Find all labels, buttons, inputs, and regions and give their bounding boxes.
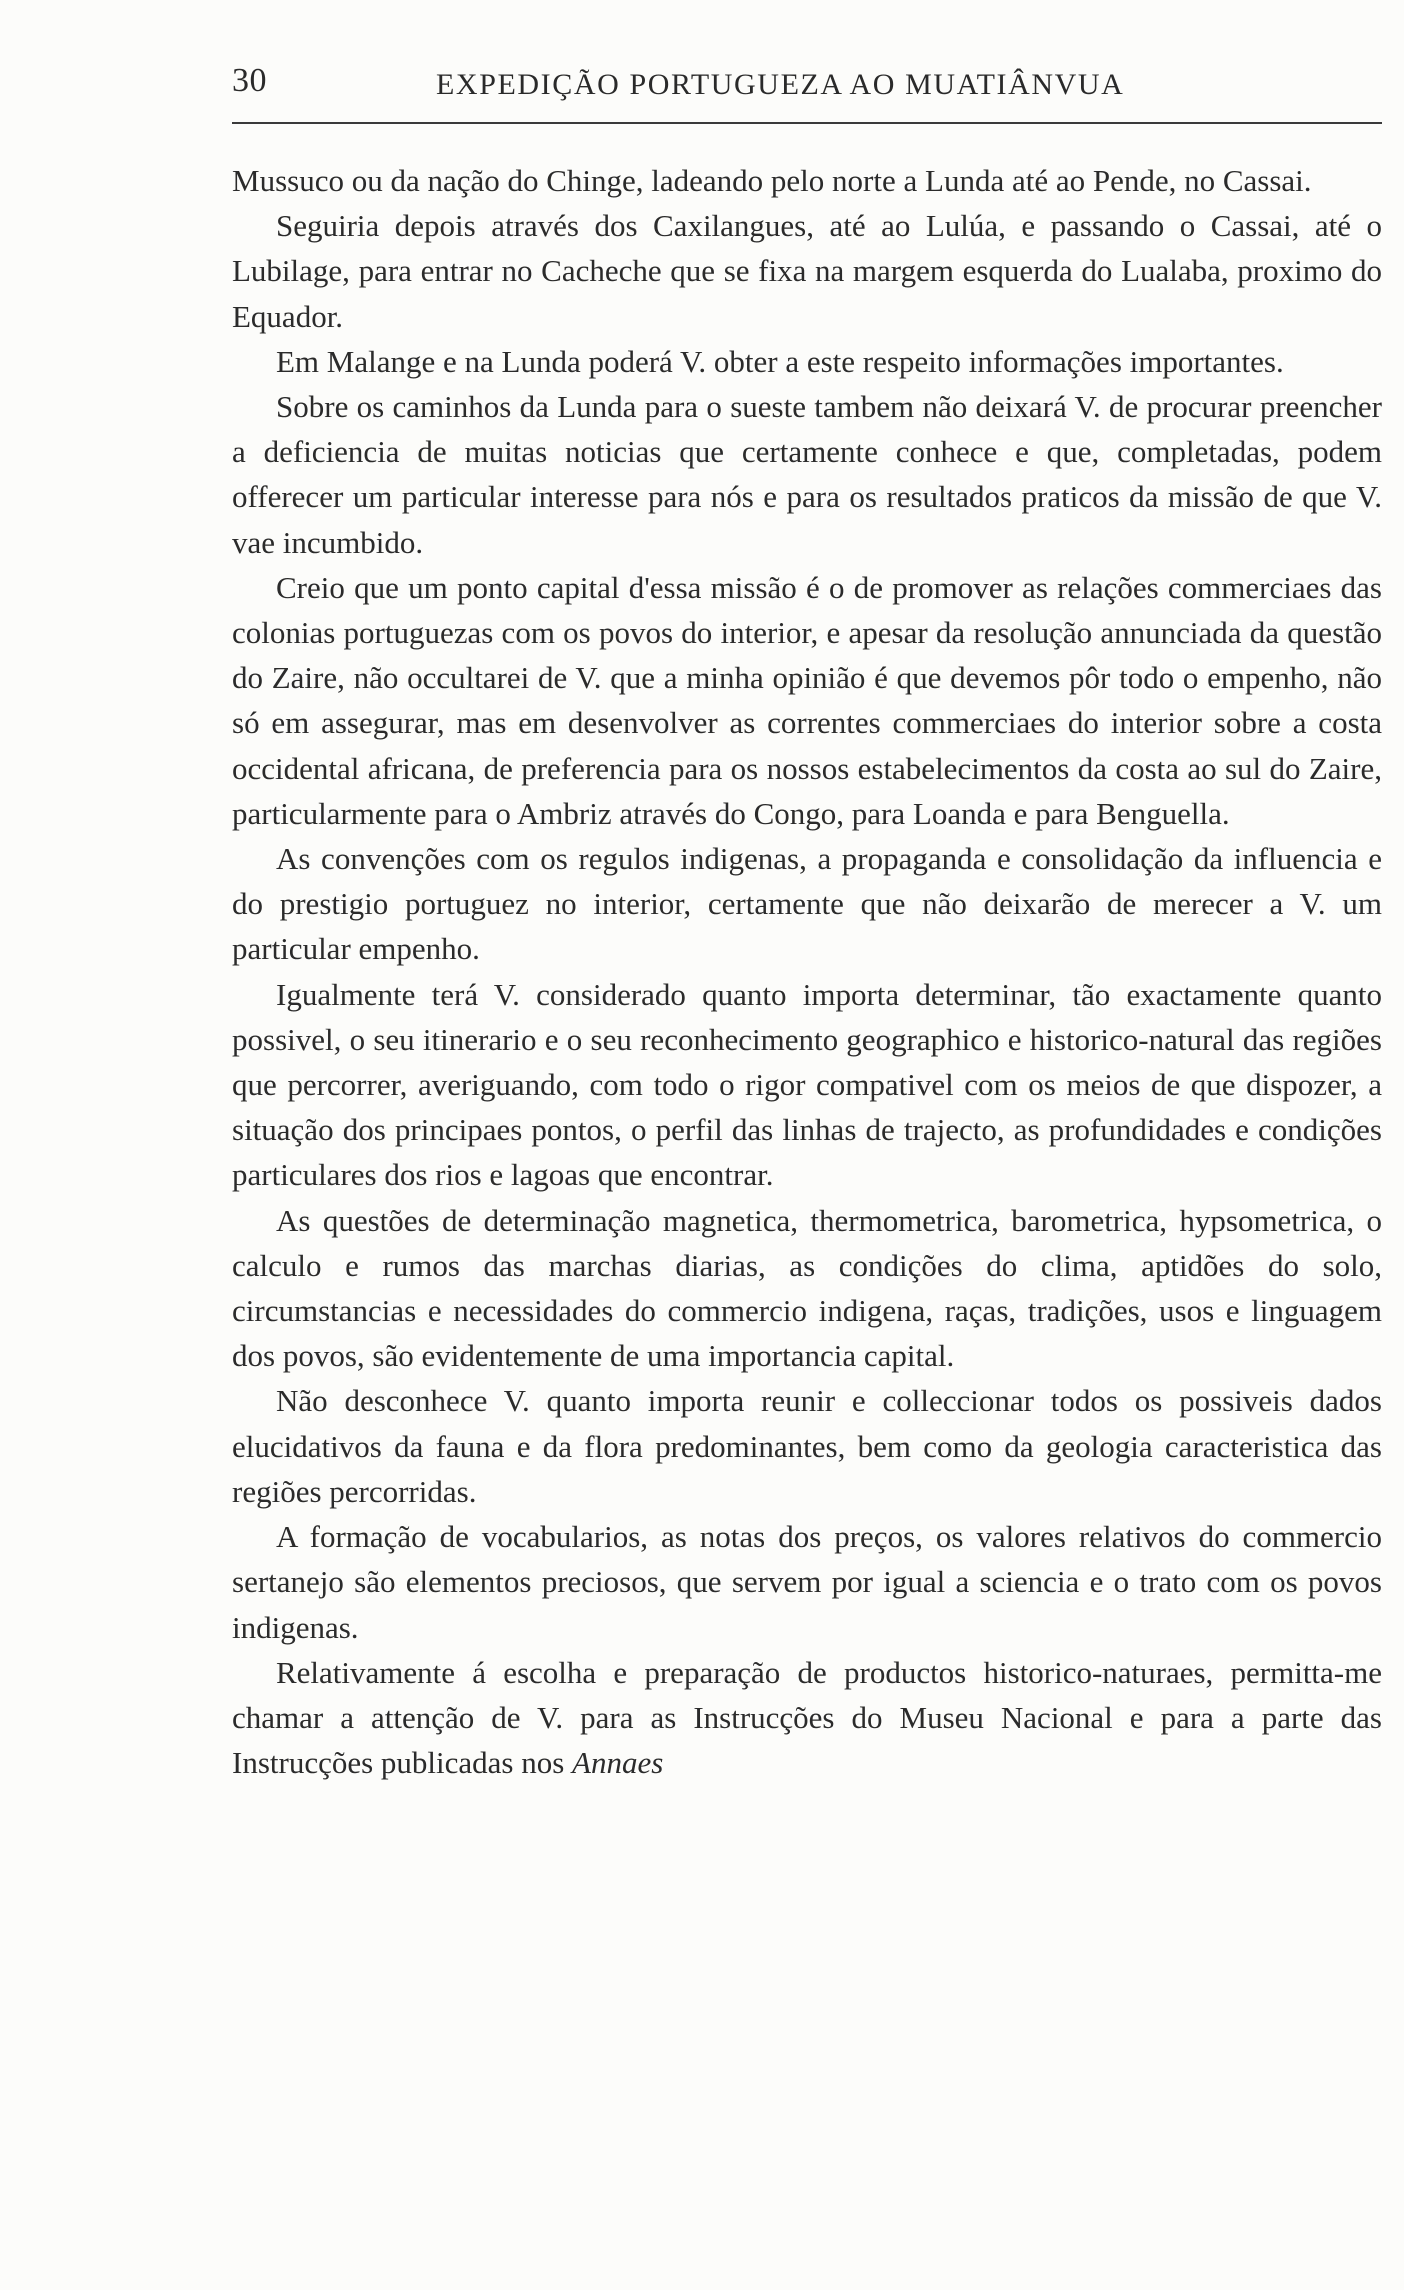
paragraph-1 (232, 158, 1382, 203)
page-number: 30 (232, 62, 267, 99)
paragraph-text: Não desconhece V. quanto importa reunir e colleccionar todos os possiveis dados elucidativos da fauna e da flora predominantes, bem como da geologia caracteristica das regiões percorridas. (232, 1383, 1382, 1509)
paragraph-7 (232, 972, 1382, 1198)
paragraph-text: As convenções com os regulos indigenas, a propaganda e consolidação da influencia e do prestigio portuguez no interior, certamente que não deixarão de merecer a V. um particular empenho. (232, 841, 1382, 967)
header-rule (232, 122, 1382, 124)
paragraph-text: Em Malange e na Lunda poderá V. obter a este respeito informações importantes. (276, 343, 1284, 379)
paragraph-text: Creio que um ponto capital d'essa missão é o de promover as relações commerciaes das colonias portuguezas com os povos do interior, e apesar da resolução annunciada da questão do Zaire, não occultarei de V. que a minha opinião é que devemos pôr todo o empenho, não só em assegurar, mas em desenvolver as correntes commerciaes do interior sobre a costa occidental africana, de preferencia para os nossos estabelecimentos da costa ao sul do Zaire, particularmente para o Ambriz através do Congo, para Loanda e para Benguella. (232, 569, 1382, 831)
paragraph-text: A formação de vocabularios, as notas dos preços, os valores relativos do commercio sertanejo são elementos preciosos, que servem por igual a sciencia e o trato com os povos indigenas. (232, 1519, 1382, 1645)
paragraph-text: As questões de determinação magnetica, thermometrica, barometrica, hypsometrica, o calculo e rumos das marchas diarias, as condições do clima, aptidões do solo, circumstancias e necessidades do commercio indigena, raças, tradições, usos e linguagem dos povos, são evidentemente de uma importancia capital. (232, 1202, 1382, 1374)
paragraph-text: Relativamente á escolha e preparação de productos historico-naturaes, permitta-me chamar a attenção de V. para as Instrucções do Museu Nacional e para a parte das Instrucções publicadas nos (232, 1654, 1382, 1781)
paragraph-text: Sobre os caminhos da Lunda para o sueste tambem não deixará V. de procurar preencher a deficiencia de muitas noticias que certamente conhece e que, completadas, podem offerecer um particular interesse para nós e para os resultados praticos da missão de que V. vae incumbido. (232, 389, 1382, 560)
paragraph-3 (232, 339, 1382, 384)
paragraph-text: Mussuco ou da nação do Chinge, ladeando pelo norte a Lunda até ao Pende, no Cassai. (232, 163, 1312, 198)
body-text (232, 158, 1382, 1785)
paragraph-10 (232, 1514, 1382, 1650)
paragraph-11 (232, 1650, 1382, 1786)
paragraph-2 (232, 203, 1382, 339)
page-header (232, 58, 1382, 108)
paragraph-5 (232, 565, 1382, 836)
running-title: EXPEDIÇÃO PORTUGUEZA AO MUATIÂNVUA (436, 68, 1125, 101)
paragraph-text: Seguiria depois através dos Caxilangues, até ao Lulúa, e passando o Cassai, até o Lubilage, para entrar no Cacheche que se fixa na margem esquerda do Lualaba, proximo do Equador. (232, 208, 1382, 334)
paragraph-6 (232, 836, 1382, 972)
paragraph-8 (232, 1198, 1382, 1379)
paragraph-9 (232, 1378, 1382, 1514)
italic-publication-title: Annaes (572, 1745, 664, 1781)
paragraph-text: Igualmente terá V. considerado quanto importa determinar, tão exactamente quanto possivel, o seu itinerario e o seu reconhecimento geographico e historico-natural das regiões que percorrer, averiguando, com todo o rigor compativel com os meios de que dispozer, a situação dos principaes pontos, o perfil das linhas de trajecto, as profundidades e condições particulares dos rios e lagoas que encontrar. (232, 976, 1382, 1193)
paragraph-4 (232, 384, 1382, 565)
